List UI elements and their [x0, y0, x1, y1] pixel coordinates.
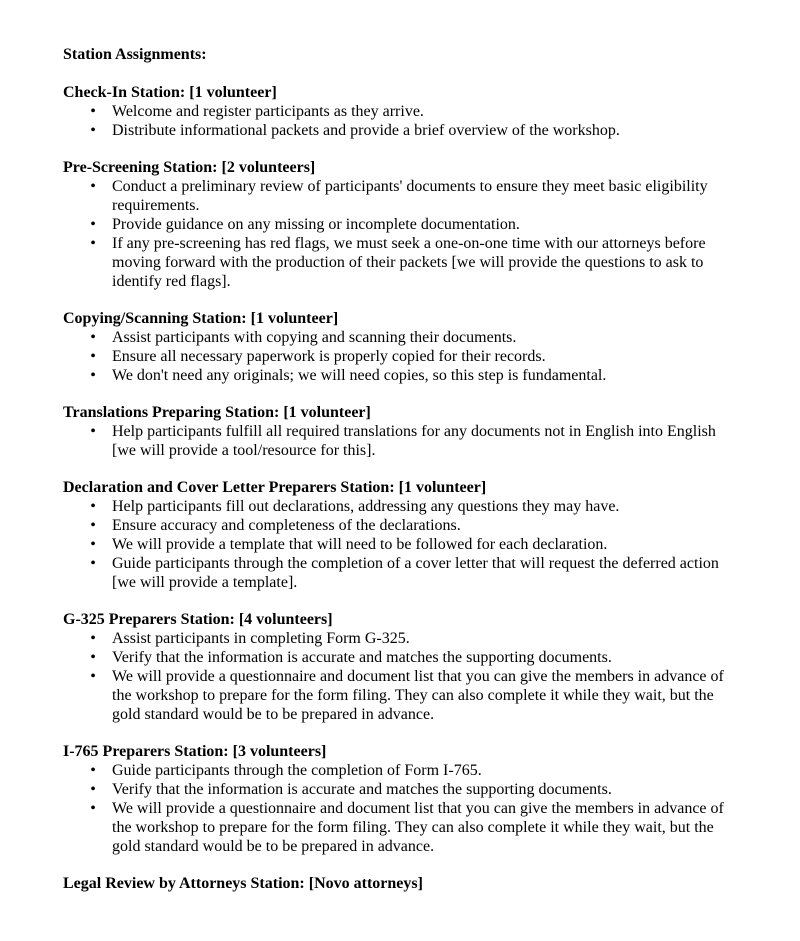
- list-item: [63, 102, 743, 121]
- list-item-text: Conduct a preliminary review of participants' documents to ensure they meet basic eligibility requirements.: [112, 178, 708, 214]
- station-section: [63, 874, 743, 893]
- bullet-icon: •: [90, 555, 96, 572]
- list-item-text: Verify that the information is accurate and matches the supporting documents.: [112, 781, 612, 798]
- list-item-text: Guide participants through the completion of a cover letter that will request the deferred action [we will provide a template].: [112, 555, 719, 591]
- list-item: [63, 629, 743, 648]
- bullet-icon: •: [90, 103, 96, 120]
- list-item: [63, 177, 743, 215]
- list-item-text: If any pre-screening has red flags, we must seek a one-on-one time with our attorneys before moving forward with the production of their packets [we will provide the questions to ask to identify red flags].: [112, 235, 706, 290]
- bullet-icon: •: [90, 498, 96, 515]
- station-heading: Declaration and Cover Letter Preparers Station: [1 volunteer]: [63, 479, 487, 496]
- list-item-text: Assist participants with copying and scanning their documents.: [112, 329, 517, 346]
- station-section: [63, 309, 743, 385]
- bullet-icon: •: [90, 781, 96, 798]
- list-item: [63, 780, 743, 799]
- station-heading: G-325 Preparers Station: [4 volunteers]: [63, 611, 333, 628]
- list-item: [63, 648, 743, 667]
- list-item-text: Welcome and register participants as they arrive.: [112, 103, 424, 120]
- station-heading: Translations Preparing Station: [1 volunteer]: [63, 404, 371, 421]
- station-task-list: [63, 102, 743, 140]
- list-item: [63, 667, 743, 724]
- station-section: [63, 478, 743, 592]
- station-section: [63, 742, 743, 856]
- station-task-list: [63, 629, 743, 724]
- list-item-text: Help participants fill out declarations, addressing any questions they may have.: [112, 498, 620, 515]
- list-item-text: Assist participants in completing Form G-325.: [112, 630, 410, 647]
- list-item: [63, 535, 743, 554]
- station-task-list: [63, 177, 743, 291]
- station-sections: [63, 83, 743, 893]
- list-item-text: We will provide a template that will need to be followed for each declaration.: [112, 536, 608, 553]
- bullet-icon: •: [90, 178, 96, 195]
- list-item-text: Guide participants through the completion of Form I-765.: [112, 762, 482, 779]
- station-heading: Legal Review by Attorneys Station: [Novo attorneys]: [63, 875, 423, 892]
- bullet-icon: •: [90, 668, 96, 685]
- list-item: [63, 121, 743, 140]
- list-item: [63, 799, 743, 856]
- list-item: [63, 761, 743, 780]
- bullet-icon: •: [90, 329, 96, 346]
- list-item-text: Ensure accuracy and completeness of the declarations.: [112, 517, 461, 534]
- list-item: [63, 366, 743, 385]
- station-section: [63, 158, 743, 291]
- bullet-icon: •: [90, 216, 96, 233]
- list-item: [63, 215, 743, 234]
- list-item: [63, 234, 743, 291]
- bullet-icon: •: [90, 122, 96, 139]
- station-task-list: [63, 328, 743, 385]
- bullet-icon: •: [90, 517, 96, 534]
- station-task-list: [63, 761, 743, 856]
- station-section: [63, 83, 743, 140]
- bullet-icon: •: [90, 348, 96, 365]
- list-item-text: Ensure all necessary paperwork is properly copied for their records.: [112, 348, 546, 365]
- station-section: [63, 403, 743, 460]
- station-heading: Pre-Screening Station: [2 volunteers]: [63, 159, 316, 176]
- bullet-icon: •: [90, 630, 96, 647]
- station-heading: Check-In Station: [1 volunteer]: [63, 84, 277, 101]
- list-item-text: We will provide a questionnaire and document list that you can give the members in advance of the workshop to prepare for the form filing. They can also complete it while they wait, but the gold standard would be to be prepared in advance.: [112, 668, 724, 723]
- list-item: [63, 516, 743, 535]
- station-heading: Copying/Scanning Station: [1 volunteer]: [63, 310, 339, 327]
- station-task-list: [63, 497, 743, 592]
- station-task-list: [63, 422, 743, 460]
- list-item-text: We will provide a questionnaire and document list that you can give the members in advance of the workshop to prepare for the form filing. They can also complete it while they wait, but the gold standard would be to be prepared in advance.: [112, 800, 724, 855]
- list-item-text: Help participants fulfill all required translations for any documents not in English into English [we will provide a tool/resource for this].: [112, 423, 716, 459]
- list-item-text: Verify that the information is accurate and matches the supporting documents.: [112, 649, 612, 666]
- bullet-icon: •: [90, 762, 96, 779]
- list-item-text: Provide guidance on any missing or incomplete documentation.: [112, 216, 520, 233]
- document-heading: Station Assignments:: [63, 46, 207, 63]
- list-item: [63, 497, 743, 516]
- list-item: [63, 328, 743, 347]
- list-item: [63, 422, 743, 460]
- station-heading: I-765 Preparers Station: [3 volunteers]: [63, 743, 327, 760]
- bullet-icon: •: [90, 536, 96, 553]
- list-item-text: Distribute informational packets and provide a brief overview of the workshop.: [112, 122, 620, 139]
- list-item-text: We don't need any originals; we will need copies, so this step is fundamental.: [112, 367, 607, 384]
- list-item: [63, 554, 743, 592]
- bullet-icon: •: [90, 367, 96, 384]
- bullet-icon: •: [90, 235, 96, 252]
- bullet-icon: •: [90, 649, 96, 666]
- station-section: [63, 610, 743, 724]
- bullet-icon: •: [90, 800, 96, 817]
- list-item: [63, 347, 743, 366]
- bullet-icon: •: [90, 423, 96, 440]
